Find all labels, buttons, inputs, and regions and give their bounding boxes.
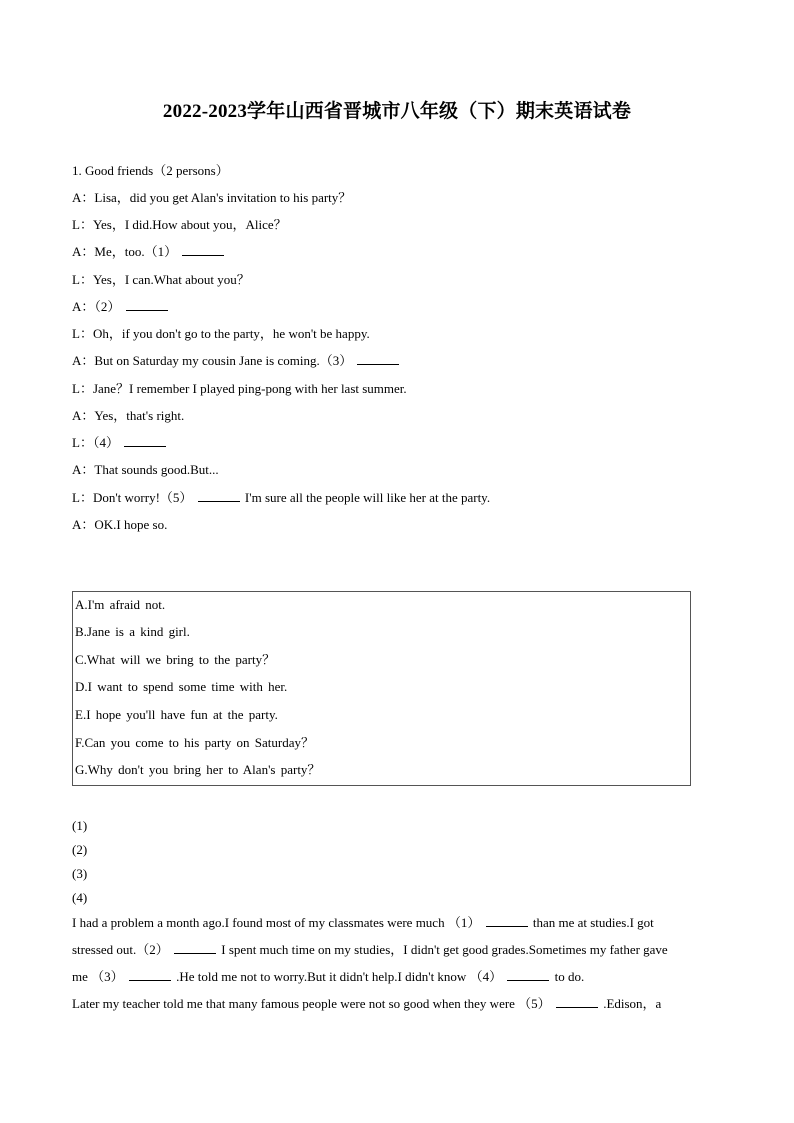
answer-blank[interactable]: [126, 299, 168, 311]
answer-blank[interactable]: [556, 996, 598, 1008]
answer-blank[interactable]: [124, 435, 166, 447]
options-box: [72, 591, 691, 786]
page-title: 2022-2023学年山西省晋城市八年级（下）期末英语试卷: [162, 101, 632, 122]
dialogue-line: L：Yes，I can.What about you？: [72, 272, 250, 287]
answer-number: (4): [72, 890, 88, 905]
answer-blank[interactable]: [182, 244, 224, 256]
answer-number: (2): [72, 842, 88, 857]
dialogue-line: L：Don't worry!（5） I'm sure all the people will like her at the party.: [72, 490, 491, 505]
dialogue-line: A：Yes，that's right.: [72, 408, 185, 423]
dialogue-line: A：But on Saturday my cousin Jane is coming.（3）: [72, 353, 401, 369]
passage-line: I had a problem a month ago.I found most of my classmates were much （1） than me at studies.I got: [72, 915, 654, 930]
dialogue-line: A：（2）: [72, 299, 170, 315]
option-a: A.I'm afraid not.: [75, 597, 166, 612]
option-g: G.Why don't you bring her to Alan's party？: [75, 762, 321, 777]
dialogue-line: A：That sounds good.But...: [72, 462, 219, 477]
passage-line: stressed out.（2） I spent much time on my studies，I didn't get good grades.Sometimes my father gave: [72, 942, 668, 957]
answer-blank[interactable]: [507, 969, 549, 981]
answer-blank[interactable]: [357, 353, 399, 365]
answer-blank[interactable]: [486, 915, 528, 927]
answer-number: (3): [72, 866, 88, 881]
option-f: F.Can you come to his party on Saturday？: [75, 735, 314, 750]
dialogue-line: L：Oh，if you don't go to the party，he won't be happy.: [72, 326, 370, 341]
option-b: B.Jane is a kind girl.: [75, 624, 190, 639]
passage-line: me （3） .He told me not to worry.But it didn't help.I didn't know （4） to do.: [72, 969, 585, 984]
answer-number: (1): [72, 818, 88, 833]
answer-blank[interactable]: [129, 969, 171, 981]
option-c: C.What will we bring to the party？: [75, 652, 276, 667]
dialogue-line: A：OK.I hope so.: [72, 517, 168, 532]
option-e: E.I hope you'll have fun at the party.: [75, 707, 278, 722]
answer-blank[interactable]: [198, 490, 240, 502]
passage-line: Later my teacher told me that many famous people were not so good when they were （5） .Edison，a: [72, 996, 662, 1011]
dialogue-line: L：Yes，I did.How about you，Alice？: [72, 217, 287, 232]
dialogue-line: L：（4）: [72, 435, 168, 451]
option-d: D.I want to spend some time with her.: [75, 679, 288, 694]
answer-blank[interactable]: [174, 942, 216, 954]
dialogue-line: A：Me，too.（1）: [72, 244, 226, 260]
question-heading: 1. Good friends（2 persons）: [72, 163, 229, 178]
dialogue-line: A：Lisa，did you get Alan's invitation to his party？: [72, 190, 352, 205]
dialogue-line: L：Jane？I remember I played ping-pong with her last summer.: [72, 381, 407, 396]
